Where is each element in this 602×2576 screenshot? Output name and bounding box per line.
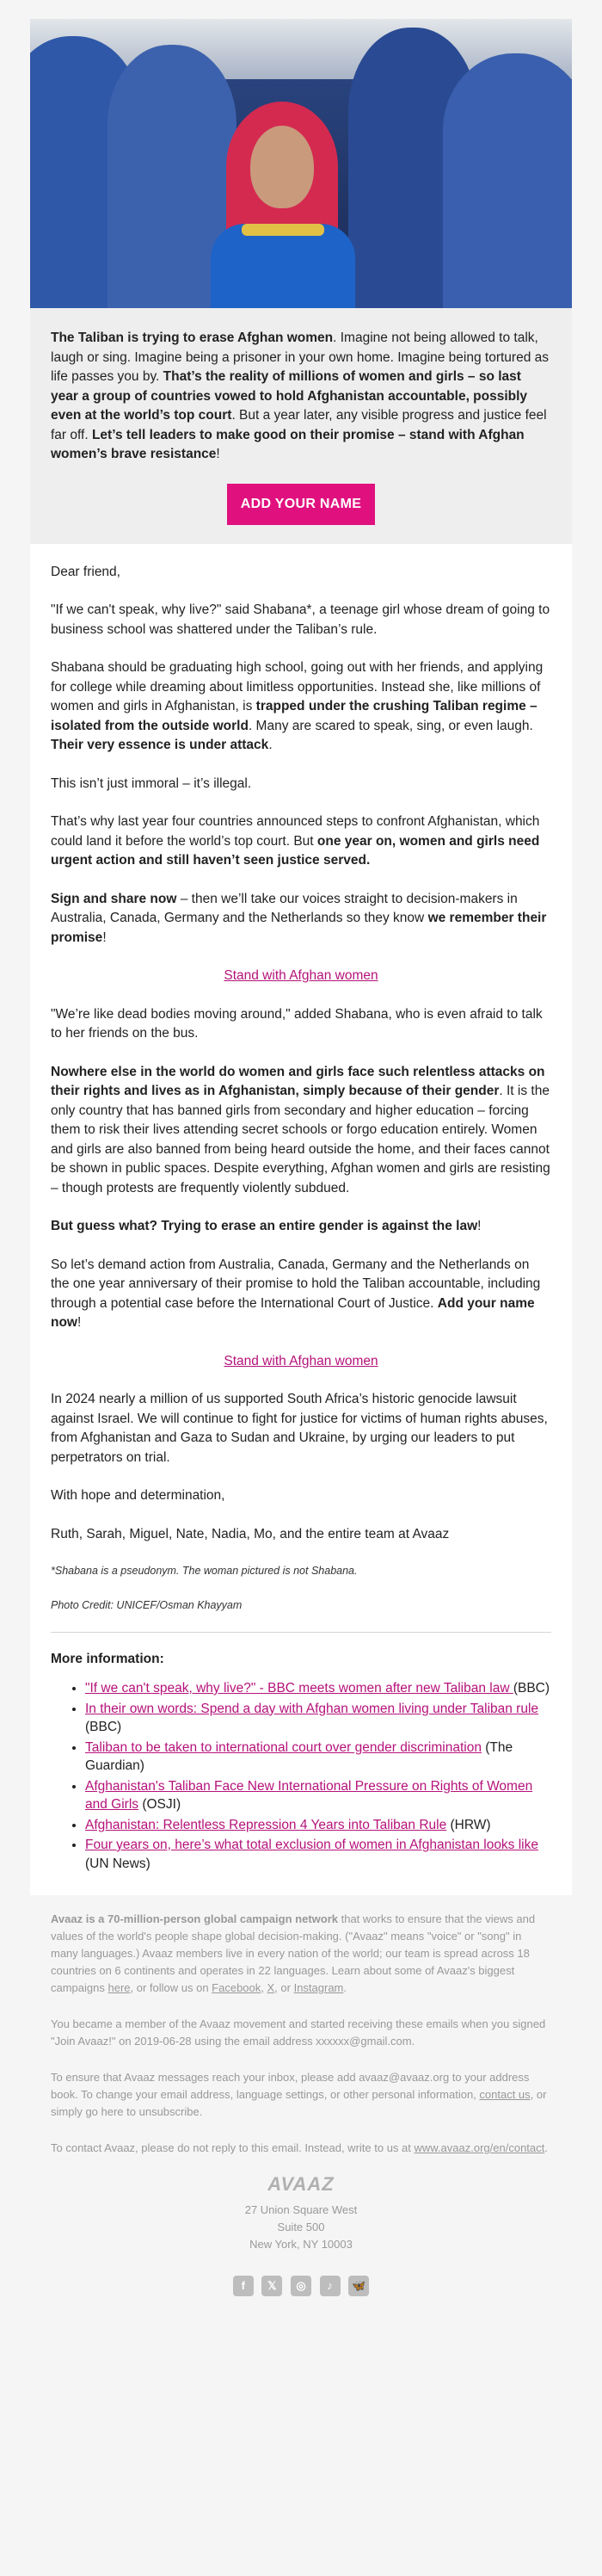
about-avaaz: Avaaz is a 70-million-person global campaign network that works to ensure that the views and values of the world's people shape global decision-making. ("Avaaz" means "voice" or "song" in many languages.) Avaaz members live in every nation of the world; our team is spread across 18 countries on 6 continents and operates in 22 languages. Learn about some of Avaaz's biggest campaigns here, or follow us on Facebook, X, or Instagram. — [51, 1912, 536, 1994]
tiktok-icon[interactable]: ♪ — [320, 2276, 341, 2296]
contact-us-link[interactable]: contact us — [479, 2088, 531, 2101]
avaaz-logo: AVAAZ — [267, 2173, 335, 2195]
paragraph: That’s why last year four countries announced steps to confront Afghanistan, which could land it before the world’s top court. But one year on, women and girls need urgent action and still haven’t seen justice served. — [51, 814, 540, 868]
more-information-title: More information: — [51, 1652, 164, 1666]
sign-off: With hope and determination, — [51, 1488, 225, 1503]
x-link[interactable]: X — [267, 1981, 275, 1994]
contact-page-link[interactable]: www.avaaz.org/en/contact — [414, 2141, 545, 2154]
instagram-icon[interactable]: ◎ — [291, 2276, 311, 2296]
pseudonym-note: *Shabana is a pseudonym. The woman pictured is not Shabana. — [51, 1565, 358, 1577]
stand-with-afghan-women-link-2[interactable]: Stand with Afghan women — [224, 1353, 378, 1368]
postal-address: 27 Union Square West Suite 500 New York, NY 10003 — [244, 2203, 358, 2251]
more-information — [51, 1652, 551, 1873]
letter-body — [30, 544, 572, 1896]
list-item: • "If we can't speak, why live?" - BBC meets women after new Taliban law (BBC) — [85, 1679, 551, 1698]
instagram-link[interactable]: Instagram — [293, 1981, 344, 1994]
girl-face — [250, 126, 314, 208]
facebook-link[interactable]: Facebook — [212, 1981, 261, 1994]
list-item: • In their own words: Spend a day with Afghan women living under Taliban rule (BBC) — [85, 1700, 551, 1737]
source-link[interactable]: Four years on, here’s what total exclusion of women in Afghanistan looks like — [85, 1838, 538, 1852]
campaigns-here-link[interactable]: here — [108, 1981, 131, 1994]
paragraph: "We’re like dead bodies moving around," added Shabana, who is even afraid to talk to her friends on the bus. — [51, 1006, 543, 1041]
intro-paragraph: The Taliban is trying to erase Afghan women. Imagine not being allowed to talk, laugh or sing. Imagine being a prisoner in your own home. Imagine being tortured as life passes you by. That’s the reality of millions of women and girls – so last year a group of countries vowed to hold Afghanistan accountable, possibly even at the world’s top court. But a year later, any visible progress and justice feel far off. Let’s tell leaders to make good on their promise – stand with Afghan women’s brave resistance! — [51, 330, 550, 461]
paragraph: "If we can't speak, why live?" said Shabana*, a teenage girl whose dream of going to business school was shattered under the Taliban’s rule. — [51, 602, 550, 637]
paragraph: Sign and share now – then we’ll take our voices straight to decision-makers in Australia, Canada, Germany and the Netherlands so they know we remember their promise! — [51, 891, 547, 945]
membership-note: You became a member of the Avaaz movement and started receiving these emails when you signed "Join Avaaz!" on 2019-06-28 using the email address xxxxxx@gmail.com. — [51, 2017, 546, 2048]
footer — [30, 1895, 572, 2322]
intro-section — [30, 308, 572, 544]
x-icon[interactable]: 𝕏 — [261, 2276, 282, 2296]
burqa-figure — [443, 53, 572, 308]
list-item: • Afghanistan: Relentless Repression 4 Years into Taliban Rule (HRW) — [85, 1816, 551, 1835]
paragraph: In 2024 nearly a million of us supported South Africa’s historic genocide lawsuit against Israel. We will continue to fight for justice for victims of human rights abuses, from Afghanistan and Gaza to Sudan and Ukraine, by urging our leaders to put perpetrators on trial. — [51, 1392, 548, 1465]
girl-dress — [211, 224, 355, 308]
social-icons — [51, 2276, 551, 2296]
paragraph: So let’s demand action from Australia, Canada, Germany and the Netherlands on the one year anniversary of their promise to hold the Taliban accountable, including through a potential case before the International Court of Justice. Add your name now! — [51, 1257, 541, 1330]
source-link[interactable]: Afghanistan's Taliban Face New International Pressure on Rights of Women and Girls — [85, 1778, 533, 1812]
list-item: • Taliban to be taken to international court over gender discrimination (The Guardian) — [85, 1739, 551, 1776]
list-item: • Afghanistan's Taliban Face New International Pressure on Rights of Women and Girls (OSJI) — [85, 1777, 551, 1814]
paragraph: But guess what? Trying to erase an entire gender is against the law! — [51, 1219, 482, 1233]
add-your-name-button[interactable]: ADD YOUR NAME — [227, 484, 376, 525]
greeting: Dear friend, — [51, 564, 120, 579]
signature: Ruth, Sarah, Miguel, Nate, Nadia, Mo, and the entire team at Avaaz — [51, 1526, 450, 1541]
paragraph: This isn’t just immoral – it’s illegal. — [51, 775, 252, 791]
email-container — [30, 0, 572, 2322]
source-link[interactable]: Taliban to be taken to international court over gender discrimination — [85, 1739, 482, 1755]
paragraph: Shabana should be graduating high school, going out with her friends, and applying for college while dreaming about limitless opportunities. Instead she, like millions of women and girls in Afghanistan, is trapped under the crushing Taliban regime – isolated from the outside world. Many are scared to speak, sing, or even laugh. Their very essence is under attack. — [51, 660, 544, 752]
source-link[interactable]: "If we can't speak, why live?" - BBC meets women after new Taliban law — [85, 1681, 513, 1696]
source-link[interactable]: In their own words: Spend a day with Afghan women living under Taliban rule — [85, 1701, 539, 1716]
inbox-note: To ensure that Avaaz messages reach your inbox, please add avaaz@avaaz.org to your address book. To change your email address, language settings, or other personal information, contact us, or simply go here to unsubscribe. — [51, 2071, 547, 2118]
source-link[interactable]: Afghanistan: Relentless Repression 4 Years into Taliban Rule — [85, 1817, 447, 1832]
contact-note: To contact Avaaz, please do not reply to this email. Instead, write to us at www.avaaz.org/en/contact. — [51, 2141, 548, 2154]
divider — [51, 1632, 551, 1633]
paragraph: Nowhere else in the world do women and girls face such relentless attacks on their rights and lives as in Afghanistan, simply because of their gender. It is the only country that has banned girls from secondary and higher education – forcing them to risk their lives attending secret schools or forgo education entirely. Women and girls are also banned from being heard outside the home, and their faces cannot be shown in public spaces. Despite everything, Afghan women and girls are resisting – though protests are frequently violently subdued. — [51, 1064, 550, 1195]
facebook-icon[interactable]: f — [233, 2276, 254, 2296]
bluesky-icon[interactable]: 🦋 — [348, 2276, 369, 2296]
hero-image — [30, 19, 572, 308]
stand-with-afghan-women-link[interactable]: Stand with Afghan women — [224, 968, 378, 983]
girl-dress-trim — [242, 224, 324, 236]
photo-credit: Photo Credit: UNICEF/Osman Khayyam — [51, 1599, 243, 1611]
list-item: • Four years on, here’s what total exclusion of women in Afghanistan looks like (UN News) — [85, 1836, 551, 1873]
